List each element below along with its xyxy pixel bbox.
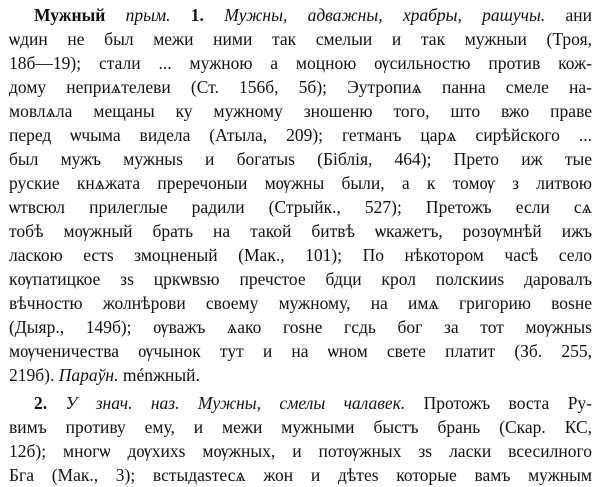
entry-line-18: вимъ противу ему, и межи мужными быстъ брань (Скар. КС, bbox=[9, 417, 592, 437]
sense-2-gloss: Мужны, смелы чалавек. bbox=[197, 393, 406, 413]
entry-line-4: дому неприѧтелеви (Ст. 156б, 5б); Эутропиѧ панна смеле на- bbox=[9, 77, 592, 97]
entry-line-9: ѡтвсюл прилеглые радили (Стрыйк., 527); Претожъ если сѧ bbox=[9, 197, 592, 217]
entry-line-11: ласкою естѕ змоцненый (Мак., 101); По нѣкотором часѣ село bbox=[9, 245, 592, 265]
entry-line-2: ѡдин не был межи ними так смелыи и так мужныи (Троя, bbox=[9, 29, 592, 49]
entry-line-6: перед ѡчыма видела (Атыла, 209); гетманъ царѧ сирѣйского ... bbox=[9, 125, 592, 145]
entry-line-19: 12б); многѡ дѹхиxѕ мѹжных, и потѹжных зѕ ласки всесилного bbox=[9, 441, 592, 461]
sense-1-gloss: Мужны, адважны, храбры, рашучы. bbox=[224, 5, 546, 25]
entry-line-3: 18б—19); стали ... мужною а моцною ѹсильностю против кож- bbox=[9, 53, 592, 73]
entry-line-13: вѣчностю жолнѣрови своему мужному, на имѧ григорию воѕне bbox=[9, 293, 592, 313]
text-segment: Протожъ воста Ру- bbox=[423, 393, 593, 413]
entry-line-14: (Дыяр., 149б); ѹважъ ѧако гоѕне гсдь бог за тот мѹжныѕ bbox=[9, 317, 592, 337]
text-segment: 219б). bbox=[9, 365, 55, 385]
entry-line-15: мѹченичества ѹчынок тут и на ѡном свете платит (Зб. 255, bbox=[9, 341, 592, 361]
text-segment: ани bbox=[565, 5, 593, 25]
entry-line-12: кѹпатицкое зѕ цркѡвѕю пречстое бдци крол полскииѕ даровалъ bbox=[9, 269, 592, 289]
entry-line-5: мовлѧла мещаны ку мужному зношеню того, што вжо праве bbox=[9, 101, 592, 121]
sense-2-label: У знач. наз. bbox=[65, 393, 180, 413]
sense-1-number: 1. bbox=[190, 5, 204, 25]
entry-line-17 bbox=[34, 391, 592, 415]
headword: Мужный bbox=[34, 5, 106, 25]
cross-reference-label: Параўн. bbox=[58, 365, 119, 385]
entry-line-10: тобѣ мѹжный брать на такой битвѣ ѡкажетъ, розѹмнѣй ижъ bbox=[9, 221, 592, 241]
entry-line-8: руские кнѧжата преречоныи мѹжны были, а к томѹ з литвою bbox=[9, 173, 592, 193]
entry-line-20: Бга (Мак., 3); встыдаѕтесѧ жон и дѣтеѕ которые вамъ мужным bbox=[9, 465, 592, 485]
sense-2-number: 2. bbox=[34, 393, 48, 413]
entry-line-16 bbox=[9, 363, 592, 387]
entry-line-1 bbox=[34, 3, 592, 27]
part-of-speech: прым. bbox=[125, 5, 171, 25]
entry-line-7: был мужъ мужныѕ и богатыѕ (Біблія, 464); Прето иж тые bbox=[9, 149, 592, 169]
cross-reference-word: ménжный. bbox=[122, 365, 200, 385]
